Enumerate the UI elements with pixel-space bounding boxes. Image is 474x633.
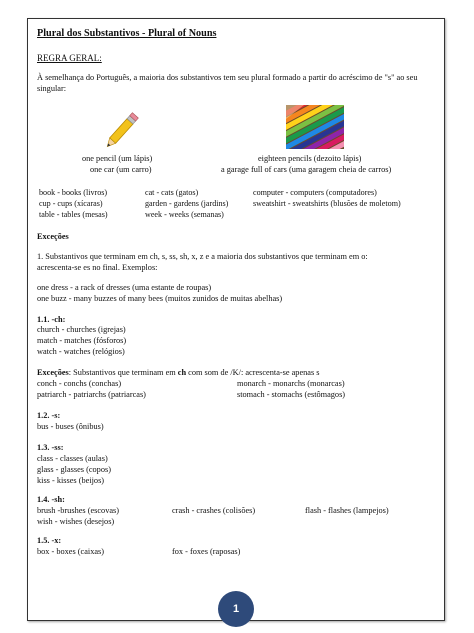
ch-exception-ch: ch bbox=[177, 368, 187, 377]
example-cell: table - tables (mesas) bbox=[39, 210, 108, 219]
example-cell: cat - cats (gatos) bbox=[145, 188, 199, 197]
list-item: conch - conchs (conchas) bbox=[37, 379, 122, 388]
list-item: crash - crashes (colisões) bbox=[172, 506, 256, 515]
caption-garage-cars: a garage full of cars (uma garagem cheia de carros) bbox=[221, 165, 392, 174]
list-item: class - classes (aulas) bbox=[37, 454, 108, 463]
list-item: fox - foxes (raposas) bbox=[172, 547, 241, 556]
example-cell: cup - cups (xícaras) bbox=[39, 199, 103, 208]
excecoes-rule-line-2: acrescenta-se es no final. Exemplos: bbox=[37, 263, 158, 272]
list-item: wish - wishes (desejos) bbox=[37, 517, 115, 526]
section-heading-x: 1.5. -x: bbox=[37, 536, 62, 545]
list-item: monarch - monarchs (monarcas) bbox=[237, 379, 345, 388]
pencil-icon bbox=[103, 108, 145, 148]
list-item: church - churches (igrejas) bbox=[37, 325, 126, 334]
list-item: bus - buses (ônibus) bbox=[37, 422, 104, 431]
colored-pencils-icon bbox=[286, 105, 344, 149]
list-item: kiss - kisses (beijos) bbox=[37, 476, 105, 485]
ch-exception-text-pre: : Substantivos que terminam em bbox=[68, 368, 178, 377]
section-heading-s: 1.2. -s: bbox=[37, 411, 61, 420]
example-cell: computer - computers (computadores) bbox=[253, 188, 377, 197]
list-item: match - matches (fósforos) bbox=[37, 336, 127, 345]
example-cell: sweatshirt - sweatshirts (blusões de moletom) bbox=[253, 199, 401, 208]
excecoes-example: one buzz - many buzzes of many bees (muitos zunidos de muitas abelhas) bbox=[37, 294, 283, 303]
example-cell: week - weeks (semanas) bbox=[145, 210, 224, 219]
page-title: Plural dos Substantivos - Plural of Nouns bbox=[37, 28, 217, 39]
excecoes-heading: Exceções bbox=[37, 232, 69, 241]
example-cell: garden - gardens (jardins) bbox=[145, 199, 229, 208]
page-number-badge: 1 bbox=[218, 591, 254, 627]
list-item: watch - watches (relógios) bbox=[37, 347, 125, 356]
list-item: flash - flashes (lampejos) bbox=[305, 506, 389, 515]
section-heading-sh: 1.4. -sh: bbox=[37, 495, 65, 504]
list-item: brush -brushes (escovas) bbox=[37, 506, 120, 515]
document-page bbox=[27, 18, 445, 621]
list-item: glass - glasses (copos) bbox=[37, 465, 111, 474]
section-heading-regra-geral: REGRA GERAL: bbox=[37, 53, 102, 63]
ch-exception-text-post: com som de /K/: acrescenta-se apenas s bbox=[186, 368, 320, 377]
intro-paragraph: À semelhança do Português, a maioria dos substantivos tem seu plural formado a partir do acréscimo de "s" ao seu singular: bbox=[37, 73, 418, 93]
ch-exception-rule bbox=[37, 368, 320, 378]
caption-one-car: one car (um carro) bbox=[90, 165, 152, 174]
list-item: patriarch - patriarchs (patriarcas) bbox=[37, 390, 146, 399]
list-item: stomach - stomachs (estômagos) bbox=[237, 390, 346, 399]
ch-exception-label: Exceções bbox=[37, 368, 69, 377]
caption-one-pencil: one pencil (um lápis) bbox=[82, 154, 153, 163]
list-item: box - boxes (caixas) bbox=[37, 547, 105, 556]
excecoes-rule-line-1: 1. Substantivos que terminam em ch, s, ss, sh, x, z e a maioria dos substantivos que terminam em o: bbox=[37, 252, 368, 261]
excecoes-example: one dress - a rack of dresses (uma estante de roupas) bbox=[37, 283, 212, 292]
caption-eighteen-pencils: eighteen pencils (dezoito lápis) bbox=[258, 154, 362, 163]
section-heading-ch: 1.1. -ch: bbox=[37, 315, 66, 324]
example-cell: book - books (livros) bbox=[39, 188, 108, 197]
section-heading-ss: 1.3. -ss: bbox=[37, 443, 64, 452]
